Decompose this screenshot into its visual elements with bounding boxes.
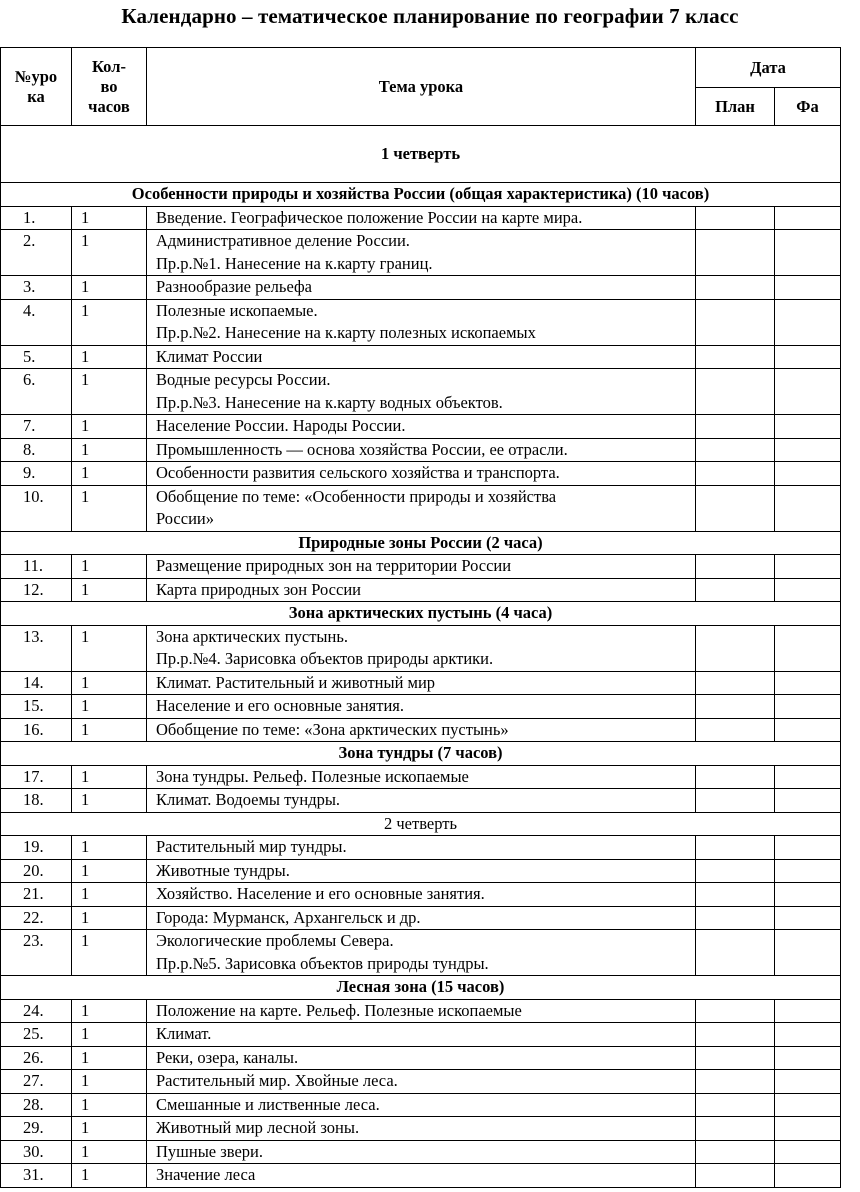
lesson-number: 15. bbox=[1, 695, 72, 719]
plan-date bbox=[696, 369, 775, 415]
table-row bbox=[1, 438, 841, 462]
fact-date bbox=[775, 859, 841, 883]
plan-date bbox=[696, 695, 775, 719]
lesson-hours: 1 bbox=[72, 462, 147, 486]
lesson-topic: Значение леса bbox=[147, 1164, 696, 1188]
header-date: Дата bbox=[696, 48, 841, 88]
plan-date bbox=[696, 1117, 775, 1141]
table-row bbox=[1, 1140, 841, 1164]
section-heading: Зона тундры (7 часов) bbox=[1, 742, 841, 766]
lesson-number: 21. bbox=[1, 883, 72, 907]
table-row bbox=[1, 369, 841, 415]
table-row bbox=[1, 578, 841, 602]
plan-date bbox=[696, 765, 775, 789]
plan-date bbox=[696, 999, 775, 1023]
fact-date bbox=[775, 836, 841, 860]
lesson-hours: 1 bbox=[72, 671, 147, 695]
table-row bbox=[1, 836, 841, 860]
lesson-hours: 1 bbox=[72, 718, 147, 742]
fact-date bbox=[775, 415, 841, 439]
header-topic: Тема урока bbox=[147, 48, 696, 126]
lesson-number: 18. bbox=[1, 789, 72, 813]
lesson-topic: Реки, озера, каналы. bbox=[147, 1046, 696, 1070]
fact-date bbox=[775, 1046, 841, 1070]
table-row bbox=[1, 299, 841, 345]
lesson-hours: 1 bbox=[72, 1140, 147, 1164]
table-row bbox=[1, 415, 841, 439]
lesson-topic: Водные ресурсы России. Пр.р.№3. Нанесение на к.карту водных объектов. bbox=[147, 369, 696, 415]
lesson-hours: 1 bbox=[72, 789, 147, 813]
plan-date bbox=[696, 345, 775, 369]
fact-date bbox=[775, 369, 841, 415]
fact-date bbox=[775, 462, 841, 486]
lesson-topic: Города: Мурманск, Архангельск и др. bbox=[147, 906, 696, 930]
table-row bbox=[1, 276, 841, 300]
table-row bbox=[1, 1117, 841, 1141]
lesson-topic: Население и его основные занятия. bbox=[147, 695, 696, 719]
plan-date bbox=[696, 1070, 775, 1094]
lesson-number: 12. bbox=[1, 578, 72, 602]
lesson-topic: Растительный мир тундры. bbox=[147, 836, 696, 860]
lesson-number: 10. bbox=[1, 485, 72, 531]
lesson-topic: Административное деление России. Пр.р.№1. Нанесение на к.карту границ. bbox=[147, 230, 696, 276]
table-row bbox=[1, 930, 841, 976]
fact-date bbox=[775, 1164, 841, 1188]
table-row bbox=[1, 462, 841, 486]
plan-date bbox=[696, 906, 775, 930]
fact-date bbox=[775, 671, 841, 695]
table-row bbox=[1, 999, 841, 1023]
table-row bbox=[1, 859, 841, 883]
lesson-hours: 1 bbox=[72, 369, 147, 415]
fact-date bbox=[775, 1023, 841, 1047]
lesson-hours: 1 bbox=[72, 485, 147, 531]
lesson-number: 19. bbox=[1, 836, 72, 860]
lesson-hours: 1 bbox=[72, 836, 147, 860]
section-heading: Зона арктических пустынь (4 часа) bbox=[1, 602, 841, 626]
section-heading: Природные зоны России (2 часа) bbox=[1, 531, 841, 555]
fact-date bbox=[775, 1093, 841, 1117]
lesson-topic: Население России. Народы России. bbox=[147, 415, 696, 439]
plan-date bbox=[696, 206, 775, 230]
fact-date bbox=[775, 578, 841, 602]
lesson-hours: 1 bbox=[72, 765, 147, 789]
lesson-hours: 1 bbox=[72, 438, 147, 462]
table-row bbox=[1, 230, 841, 276]
lesson-number: 8. bbox=[1, 438, 72, 462]
lesson-hours: 1 bbox=[72, 999, 147, 1023]
section-heading: Лесная зона (15 часов) bbox=[1, 976, 841, 1000]
table-row bbox=[1, 345, 841, 369]
lesson-number: 28. bbox=[1, 1093, 72, 1117]
lesson-hours: 1 bbox=[72, 415, 147, 439]
lesson-topic: Экологические проблемы Севера. Пр.р.№5. Зарисовка объектов природы тундры. bbox=[147, 930, 696, 976]
fact-date bbox=[775, 999, 841, 1023]
fact-date bbox=[775, 276, 841, 300]
lesson-hours: 1 bbox=[72, 695, 147, 719]
fact-date bbox=[775, 345, 841, 369]
plan-date bbox=[696, 1023, 775, 1047]
lesson-hours: 1 bbox=[72, 345, 147, 369]
plan-date bbox=[696, 930, 775, 976]
page-title: Календарно – тематическое планирование по географии 7 класс bbox=[121, 4, 739, 28]
table-row bbox=[1, 625, 841, 671]
plan-date bbox=[696, 276, 775, 300]
lesson-number: 26. bbox=[1, 1046, 72, 1070]
plan-table bbox=[0, 47, 841, 1188]
lesson-hours: 1 bbox=[72, 1117, 147, 1141]
lesson-topic: Смешанные и лиственные леса. bbox=[147, 1093, 696, 1117]
plan-date bbox=[696, 462, 775, 486]
lesson-number: 25. bbox=[1, 1023, 72, 1047]
fact-date bbox=[775, 555, 841, 579]
table-row bbox=[1, 1046, 841, 1070]
lesson-number: 31. bbox=[1, 1164, 72, 1188]
lesson-number: 5. bbox=[1, 345, 72, 369]
lesson-hours: 1 bbox=[72, 1093, 147, 1117]
fact-date bbox=[775, 625, 841, 671]
table-row bbox=[1, 695, 841, 719]
plan-date bbox=[696, 1164, 775, 1188]
lesson-hours: 1 bbox=[72, 1164, 147, 1188]
header-lesson-number: №уро ка bbox=[1, 48, 72, 126]
quarter-heading: 1 четверть bbox=[1, 126, 841, 183]
header-plan: План bbox=[696, 88, 775, 126]
plan-date bbox=[696, 578, 775, 602]
lesson-number: 4. bbox=[1, 299, 72, 345]
fact-date bbox=[775, 206, 841, 230]
lesson-number: 29. bbox=[1, 1117, 72, 1141]
lesson-topic: Животные тундры. bbox=[147, 859, 696, 883]
lesson-number: 11. bbox=[1, 555, 72, 579]
lesson-hours: 1 bbox=[72, 859, 147, 883]
lesson-hours: 1 bbox=[72, 230, 147, 276]
table-row bbox=[1, 789, 841, 813]
lesson-hours: 1 bbox=[72, 1070, 147, 1094]
plan-date bbox=[696, 485, 775, 531]
plan-date bbox=[696, 718, 775, 742]
plan-date bbox=[696, 625, 775, 671]
lesson-number: 7. bbox=[1, 415, 72, 439]
lesson-topic: Положение на карте. Рельеф. Полезные ископаемые bbox=[147, 999, 696, 1023]
plan-date bbox=[696, 299, 775, 345]
lesson-topic: Особенности развития сельского хозяйства и транспорта. bbox=[147, 462, 696, 486]
plan-date bbox=[696, 1046, 775, 1070]
lesson-number: 13. bbox=[1, 625, 72, 671]
lesson-number: 16. bbox=[1, 718, 72, 742]
lesson-number: 6. bbox=[1, 369, 72, 415]
fact-date bbox=[775, 1070, 841, 1094]
table-row bbox=[1, 1070, 841, 1094]
fact-date bbox=[775, 906, 841, 930]
table-row bbox=[1, 1023, 841, 1047]
lesson-number: 27. bbox=[1, 1070, 72, 1094]
table-row bbox=[1, 485, 841, 531]
fact-date bbox=[775, 765, 841, 789]
fact-date bbox=[775, 230, 841, 276]
plan-date bbox=[696, 438, 775, 462]
lesson-topic: Полезные ископаемые. Пр.р.№2. Нанесение на к.карту полезных ископаемых bbox=[147, 299, 696, 345]
header-hours: Кол- во часов bbox=[72, 48, 147, 126]
lesson-hours: 1 bbox=[72, 206, 147, 230]
lesson-hours: 1 bbox=[72, 1046, 147, 1070]
lesson-number: 1. bbox=[1, 206, 72, 230]
plan-date bbox=[696, 836, 775, 860]
table-row bbox=[1, 671, 841, 695]
header-fact: Фа bbox=[775, 88, 841, 126]
lesson-topic: Разнообразие рельефа bbox=[147, 276, 696, 300]
table-row bbox=[1, 765, 841, 789]
lesson-number: 20. bbox=[1, 859, 72, 883]
lesson-hours: 1 bbox=[72, 299, 147, 345]
lesson-hours: 1 bbox=[72, 906, 147, 930]
section-heading: Особенности природы и хозяйства России (общая характеристика) (10 часов) bbox=[1, 183, 841, 207]
lesson-topic: Климат. Растительный и животный мир bbox=[147, 671, 696, 695]
lesson-topic: Обобщение по теме: «Особенности природы и хозяйства России» bbox=[147, 485, 696, 531]
lesson-number: 30. bbox=[1, 1140, 72, 1164]
lesson-topic: Введение. Географическое положение России на карте мира. bbox=[147, 206, 696, 230]
lesson-topic: Промышленность — основа хозяйства России, ее отрасли. bbox=[147, 438, 696, 462]
plan-date bbox=[696, 555, 775, 579]
lesson-hours: 1 bbox=[72, 625, 147, 671]
lesson-number: 24. bbox=[1, 999, 72, 1023]
lesson-hours: 1 bbox=[72, 930, 147, 976]
fact-date bbox=[775, 485, 841, 531]
lesson-number: 23. bbox=[1, 930, 72, 976]
fact-date bbox=[775, 438, 841, 462]
lesson-hours: 1 bbox=[72, 883, 147, 907]
plan-date bbox=[696, 1093, 775, 1117]
fact-date bbox=[775, 789, 841, 813]
fact-date bbox=[775, 930, 841, 976]
fact-date bbox=[775, 718, 841, 742]
fact-date bbox=[775, 695, 841, 719]
table-row bbox=[1, 1093, 841, 1117]
table-row bbox=[1, 906, 841, 930]
table-row bbox=[1, 718, 841, 742]
lesson-topic: Зона арктических пустынь. Пр.р.№4. Зарисовка объектов природы арктики. bbox=[147, 625, 696, 671]
lesson-number: 3. bbox=[1, 276, 72, 300]
lesson-topic: Размещение природных зон на территории России bbox=[147, 555, 696, 579]
table-row bbox=[1, 206, 841, 230]
plan-date bbox=[696, 1140, 775, 1164]
plan-date bbox=[696, 230, 775, 276]
lesson-number: 17. bbox=[1, 765, 72, 789]
fact-date bbox=[775, 299, 841, 345]
fact-date bbox=[775, 883, 841, 907]
lesson-number: 2. bbox=[1, 230, 72, 276]
lesson-hours: 1 bbox=[72, 276, 147, 300]
lesson-hours: 1 bbox=[72, 578, 147, 602]
lesson-number: 14. bbox=[1, 671, 72, 695]
table-row bbox=[1, 1164, 841, 1188]
plan-date bbox=[696, 859, 775, 883]
table-row bbox=[1, 883, 841, 907]
lesson-topic: Зона тундры. Рельеф. Полезные ископаемые bbox=[147, 765, 696, 789]
lesson-topic: Климат. bbox=[147, 1023, 696, 1047]
plan-date bbox=[696, 883, 775, 907]
quarter-heading: 2 четверть bbox=[1, 812, 841, 836]
plan-date bbox=[696, 415, 775, 439]
table-row bbox=[1, 555, 841, 579]
plan-date bbox=[696, 671, 775, 695]
lesson-topic: Пушные звери. bbox=[147, 1140, 696, 1164]
lesson-topic: Климат России bbox=[147, 345, 696, 369]
lesson-topic: Хозяйство. Население и его основные занятия. bbox=[147, 883, 696, 907]
lesson-number: 22. bbox=[1, 906, 72, 930]
fact-date bbox=[775, 1140, 841, 1164]
lesson-topic: Животный мир лесной зоны. bbox=[147, 1117, 696, 1141]
plan-date bbox=[696, 789, 775, 813]
lesson-hours: 1 bbox=[72, 1023, 147, 1047]
lesson-topic: Климат. Водоемы тундры. bbox=[147, 789, 696, 813]
fact-date bbox=[775, 1117, 841, 1141]
lesson-topic: Карта природных зон России bbox=[147, 578, 696, 602]
lesson-number: 9. bbox=[1, 462, 72, 486]
lesson-hours: 1 bbox=[72, 555, 147, 579]
lesson-topic: Обобщение по теме: «Зона арктических пустынь» bbox=[147, 718, 696, 742]
lesson-topic: Растительный мир. Хвойные леса. bbox=[147, 1070, 696, 1094]
